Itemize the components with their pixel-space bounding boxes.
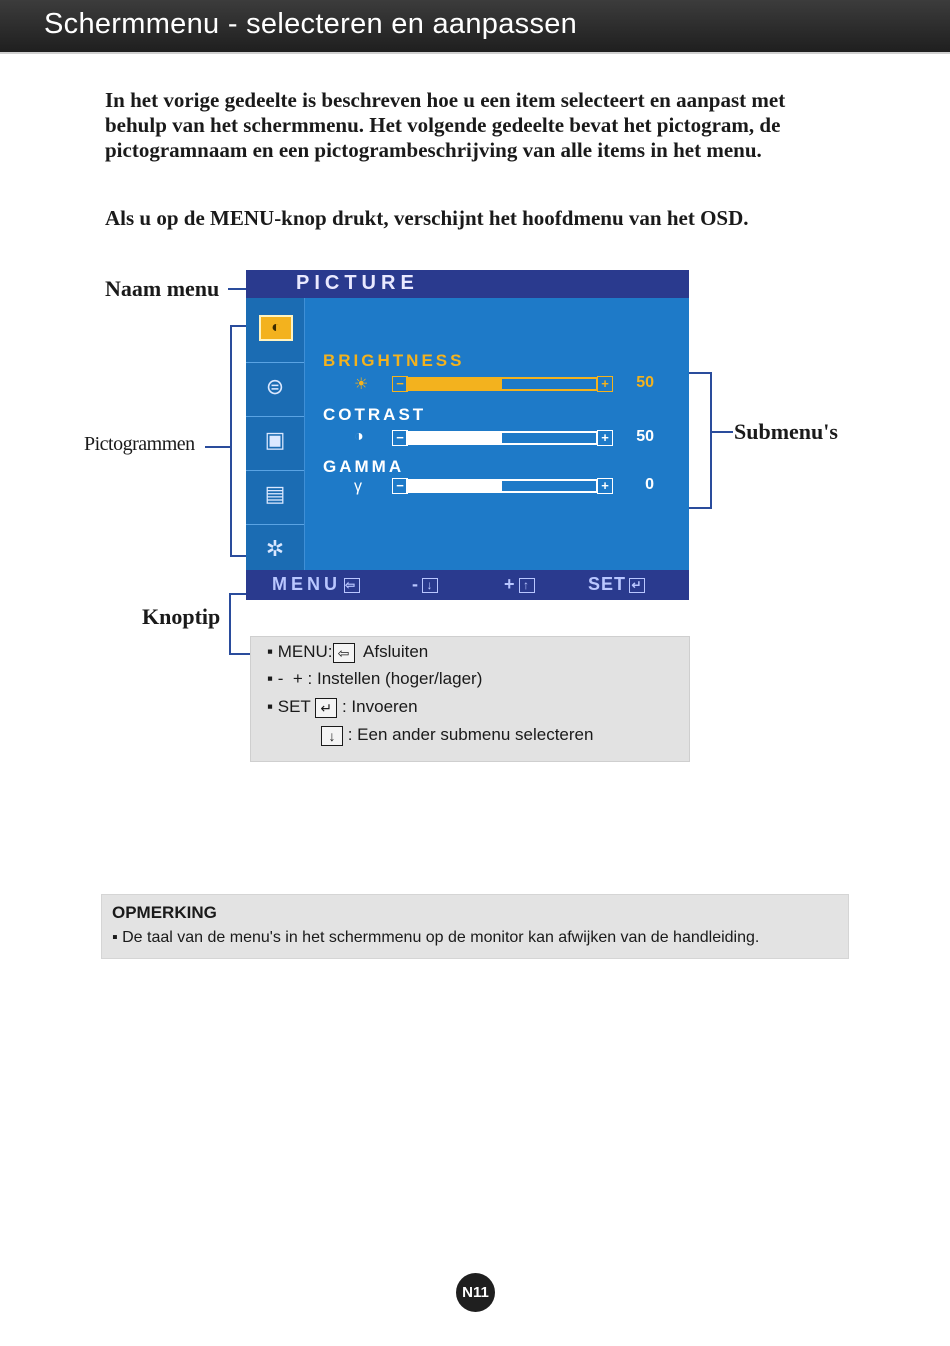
note-text-content: De taal van de menu's in het schermmenu op de monitor kan afwijken van de handleiding. xyxy=(122,929,760,946)
enter-icon: ↵ xyxy=(629,578,645,593)
brightness-icon: ☀ xyxy=(354,376,369,393)
osd-item-contrast[interactable]: COTRAST xyxy=(323,405,427,424)
page-title: Schermmenu - selecteren en aanpassen xyxy=(44,8,578,40)
gamma-value: 0 xyxy=(645,476,654,493)
callout-naam-menu: Naam menu xyxy=(105,276,220,301)
osd-minus-label: - xyxy=(412,574,419,594)
callout-bracket-submenus xyxy=(710,372,712,509)
callout-submenus: Submenu's xyxy=(734,419,838,444)
brightness-value: 50 xyxy=(636,374,654,391)
note-title: OPMERKING xyxy=(112,903,217,922)
callout-knoptip: Knoptip xyxy=(142,604,221,629)
callout-line-submenus xyxy=(711,431,733,433)
legend-minus: - xyxy=(277,669,284,688)
plus-icon: + xyxy=(597,376,613,392)
note-box xyxy=(101,894,849,959)
tracking-icon[interactable]: ▣ xyxy=(264,427,286,452)
osd-icon-column xyxy=(246,298,305,570)
plus-icon: + xyxy=(597,430,613,446)
osd-title-bar xyxy=(246,270,689,298)
osd-plus-label: + xyxy=(504,574,516,594)
gamma-slider-fill xyxy=(408,481,502,491)
callout-bracket-top xyxy=(230,325,247,327)
intro-paragraph: In het vorige gedeelte is beschreven hoe u een item selecteert en aanpast met behulp van het schermmenu. Het volgende gedeelte bevat het pictogram, de pictogramnaam en een pictogrambeschrijving van alle items in het menu. xyxy=(105,88,786,162)
callout-bracket-bottom xyxy=(230,555,247,557)
setup-icon[interactable]: ▤ xyxy=(264,481,286,506)
color-icon[interactable]: ⊜ xyxy=(265,374,285,399)
legend-menu-label: MENU: xyxy=(277,642,333,661)
legend-row-adjust: ▪ - + : Instellen (hoger/lager) xyxy=(267,669,483,688)
arrow-down-icon: ↓ xyxy=(422,578,438,593)
picture-icon[interactable]: ◐ xyxy=(259,315,293,341)
osd-icon-divider xyxy=(246,470,304,471)
contrast-value: 50 xyxy=(636,428,654,445)
enter-icon: ↵ xyxy=(315,698,337,718)
button-legend xyxy=(250,636,690,762)
exit-icon: ⇦ xyxy=(345,577,360,592)
arrow-down-icon: ↓ xyxy=(321,726,343,746)
legend-row-down xyxy=(321,725,593,746)
osd-icon-divider xyxy=(246,362,304,363)
intro-paragraph-menu: Als u op de MENU-knop drukt, verschijnt het hoofdmenu van het OSD. xyxy=(105,206,749,230)
legend-adjust-desc: : Instellen (hoger/lager) xyxy=(307,669,483,688)
minus-icon: − xyxy=(392,376,408,392)
callout-bracket-knoptip-bottom xyxy=(229,653,251,655)
gamma-icon: γ xyxy=(354,478,362,495)
osd-set-button[interactable] xyxy=(588,574,645,595)
callout-pictogrammen: Pictogrammen xyxy=(84,433,195,455)
contrast-icon: ◑ xyxy=(354,428,364,445)
contrast-slider-fill xyxy=(408,433,502,443)
gear-icon[interactable]: ✲ xyxy=(265,536,285,561)
minus-icon: − xyxy=(392,430,408,446)
legend-set-label: SET xyxy=(277,697,311,716)
gamma-slider[interactable] xyxy=(396,478,609,493)
callout-line-pictogrammen xyxy=(205,446,231,448)
callout-bracket-knoptip xyxy=(229,593,231,655)
osd-plus-button[interactable] xyxy=(504,574,535,595)
osd-button-bar xyxy=(246,570,689,600)
osd-item-brightness[interactable]: BRIGHTNESS xyxy=(323,351,465,370)
legend-row-set: ▪ SET ↵ : Invoeren xyxy=(267,697,418,716)
legend-set-desc: : Invoeren xyxy=(341,697,418,716)
callout-bracket-knoptip-top xyxy=(229,593,247,595)
legend-menu-desc: Afsluiten xyxy=(363,642,429,661)
osd-set-label: SET xyxy=(588,574,627,594)
callout-line-naam-menu xyxy=(228,288,246,290)
osd-icon-divider xyxy=(246,416,304,417)
contrast-slider[interactable] xyxy=(396,430,609,445)
brightness-slider[interactable] xyxy=(396,376,609,391)
minus-icon: − xyxy=(392,478,408,494)
osd-minus-button[interactable] xyxy=(412,574,438,595)
note-text: ▪ De taal van de menu's in het schermmenu op de monitor kan afwijken van de handleiding. xyxy=(112,929,760,946)
osd-screen xyxy=(246,270,689,600)
page-number: N11 xyxy=(456,1273,495,1312)
legend-plus: + xyxy=(292,669,303,688)
brightness-slider-fill xyxy=(408,379,502,389)
osd-menu-title: PICTURE xyxy=(296,272,419,294)
legend-row-menu: ▪ MENU: ⇦ Afsluiten xyxy=(267,642,429,661)
osd-icon-divider xyxy=(246,524,304,525)
legend-down-desc: : Een ander submenu selecteren xyxy=(347,725,594,744)
arrow-up-icon: ↑ xyxy=(519,578,535,593)
exit-icon: ⇦ xyxy=(333,643,355,663)
osd-menu-label: MENU xyxy=(272,574,341,594)
osd-item-gamma[interactable]: GAMMA xyxy=(323,457,405,476)
plus-icon: + xyxy=(597,478,613,494)
callout-bracket-pictogrammen xyxy=(230,325,232,557)
osd-menu-button[interactable] xyxy=(272,574,360,595)
